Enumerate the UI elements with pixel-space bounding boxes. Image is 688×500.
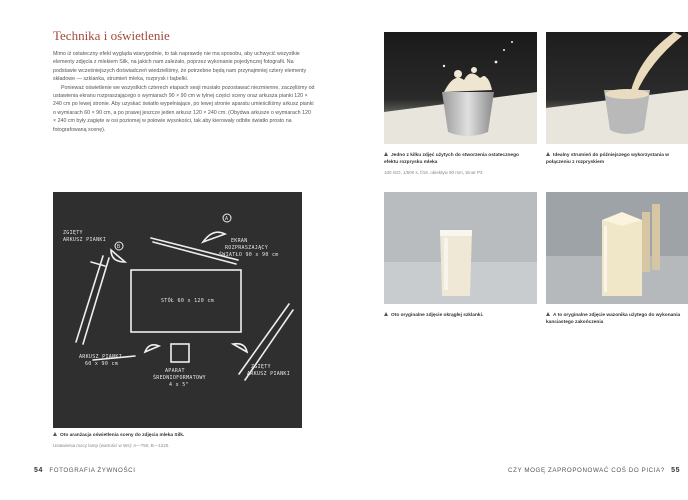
camera-line3: 4 x 5" bbox=[169, 382, 189, 388]
screen-line1: EKRAN bbox=[231, 238, 248, 244]
diagram-caption-bold: Oto aranżacja oświetlenia sceny do zdjęcia mleka Silk. bbox=[60, 433, 185, 438]
foam-small-line1: ARKUSZ PIANKI bbox=[79, 354, 123, 360]
left-running-head: FOTOGRAFIA ŻYWNOŚCI bbox=[49, 467, 136, 474]
screen-line2: ROZPRASZAJĄCY bbox=[225, 245, 269, 251]
caption-square-vase bbox=[546, 312, 686, 326]
diagram-caption-sub: Ustawienia mocy lamp (wartości w Ws): A—750, B—1220. bbox=[53, 443, 170, 448]
lighting-diagram-svg bbox=[53, 192, 302, 428]
camera-line2: ŚREDNIOFORMATOWY bbox=[153, 375, 206, 381]
right-page bbox=[344, 0, 688, 500]
caption-triangle-icon bbox=[384, 152, 388, 156]
caption-splash bbox=[384, 152, 534, 176]
section-heading: Technika i oświetlenie bbox=[53, 28, 170, 43]
table-label: STÓŁ 60 x 120 cm bbox=[161, 298, 214, 304]
left-page-number: 54 bbox=[34, 467, 43, 474]
caption-stream bbox=[546, 152, 686, 166]
screen-line3: ŚWIATŁO 90 x 90 cm bbox=[219, 252, 279, 258]
lamp-c-stroke bbox=[145, 345, 159, 352]
caption-round-glass-bold: Oto oryginalne zdjęcie okrągłej szklanki. bbox=[391, 313, 484, 318]
diagram-caption bbox=[53, 432, 303, 449]
caption-stream-bold: Idealny strumień do późniejszego wykorzystania w połączeniu z rozpryskiem bbox=[546, 153, 669, 165]
bent-right-line1: ZGIĘTY bbox=[251, 364, 271, 370]
caption-splash-bold: Jedno z kilku zdjęć użytych do stworzenia ostatecznego efektu rozprysku mleka bbox=[384, 153, 519, 165]
caption-square-vase-bold: A to oryginalne zdjęcie wazonika użytego do wykonania kanciastego zakończenia bbox=[546, 313, 681, 325]
photo-square-vase bbox=[546, 192, 688, 304]
photo-round-glass bbox=[384, 192, 537, 304]
body-text bbox=[53, 50, 315, 134]
foam-small-line2: 60 x 90 cm bbox=[85, 361, 119, 367]
marker-b-label: B bbox=[117, 244, 121, 250]
lamp-a-stroke bbox=[203, 232, 225, 242]
camera-rect bbox=[171, 344, 189, 362]
bent-left-line1: ZGIĘTY bbox=[63, 230, 83, 236]
lighting-diagram bbox=[53, 192, 302, 428]
caption-triangle-icon bbox=[53, 432, 57, 436]
right-page-number: 55 bbox=[671, 467, 681, 474]
camera-line1: APARAT bbox=[165, 368, 185, 374]
caption-triangle-icon bbox=[384, 312, 388, 316]
bent-foam-left-stroke-2 bbox=[83, 258, 109, 344]
bent-foam-left-stroke bbox=[76, 256, 103, 342]
photo-splash bbox=[384, 32, 537, 144]
bent-right-line2: ARKUSZ PIANKI bbox=[247, 371, 291, 377]
caption-round-glass bbox=[384, 312, 534, 319]
bent-left-line2: ARKUSZ PIANKI bbox=[63, 237, 107, 243]
caption-splash-sub: 100 ISO, 1/500 s, f/18, obiektyw 90 mm, Sinar P3 bbox=[384, 170, 483, 175]
lamp-d-stroke bbox=[233, 344, 247, 352]
photo-stream bbox=[546, 32, 688, 144]
caption-triangle-icon bbox=[546, 312, 550, 316]
bent-foam-left-top-stroke bbox=[91, 262, 105, 266]
lamp-b-stroke bbox=[111, 250, 125, 262]
right-footer bbox=[508, 467, 684, 474]
paragraph-2: Ponieważ oświetlenie we wszystkich czterech etapach sesji musiało pozostawać niezmienne, zaczęliśmy od ustawienia ekranu rozpraszającego o wymiarach 90 × 90 cm w tylnej części sceny oraz arkusza pianki 120 × 240 cm po lewej stronie. Aby uzyskać światło wypełniające, po lewej stronie aparatu umieściliśmy arkusz pianki o wymiarach 60 × 90 cm, a po prawej jeszcze jeden arkusz 120 × 240 cm. (Obydwa arkusze o wymiarach 120 × 240 cm były zagięte w osi poziomej w połowie wysokości, tak aby kierowały odbite światło prosto na fotografowaną scenę). bbox=[53, 84, 315, 133]
paragraph-1: Mimo iż ostateczny efekt wygląda wiarygodnie, to tak naprawdę nie ma sposobu, aby uchwycić wszystkie elementy zdjęcia z mlekiem Silk, na jakich nam zależało, poprzez wykonanie pojedynczej fotografii. Na podstawie wcześniejszych doświadczeń wiedzieliśmy, że potrzebne będą nam przynajmniej cztery elementy składowe — szklanka, strumień mleka, rozprysk i bąbelki. bbox=[53, 51, 307, 83]
left-footer bbox=[30, 467, 136, 474]
caption-triangle-icon bbox=[546, 152, 550, 156]
marker-a-label: A bbox=[225, 216, 229, 222]
right-running-head: CZY MOGĘ ZAPROPONOWAĆ COŚ DO PICIA? bbox=[508, 467, 665, 474]
